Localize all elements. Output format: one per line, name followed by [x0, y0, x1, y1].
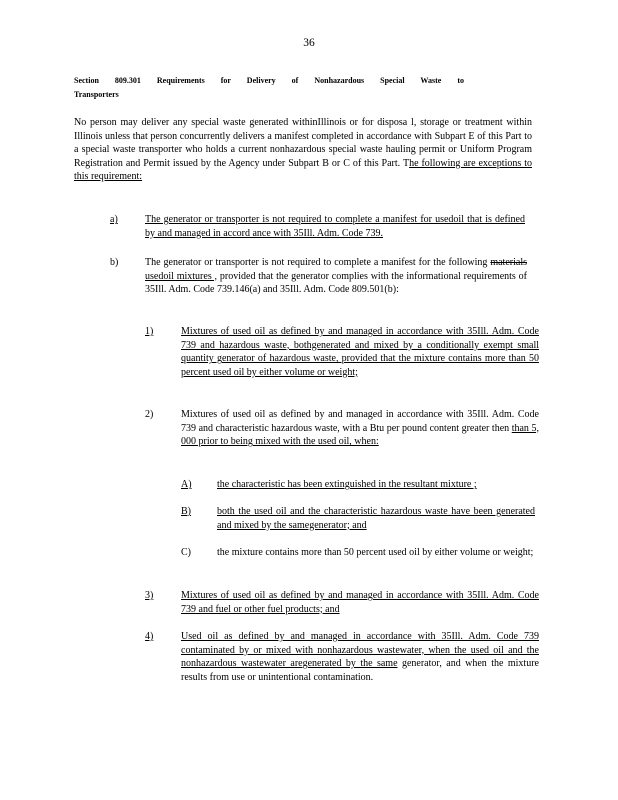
item-b4-text-post: generator, and when the mixture results from use or unintentional contamination. — [181, 658, 539, 683]
section-heading — [74, 74, 494, 102]
item-b-text — [145, 256, 527, 297]
item-b1-label: 1) — [145, 326, 154, 337]
item-bB-label: B) — [181, 506, 191, 517]
item-b4-underlined-text: Used oil as defined by and managed in accordance with 35Ill. Adm. Code 739 contaminated by or mixed with nonhazardous wastewater, when the used oil and the nonhazardous wastewater aregenerated by the same — [181, 631, 539, 670]
item-b3-underlined-text: Mixtures of used oil as defined by and managed in accordance with 35Ill. Adm. Code 739 and fuel or other fuel products; and — [181, 590, 539, 615]
item-b-struck-text: materials — [490, 257, 527, 268]
section-heading-line-1: Section 809.301 Requirements for Delivery of Nonhazardous Special Waste to — [74, 76, 464, 85]
item-bA-text — [217, 478, 535, 492]
item-bB-text — [217, 505, 535, 532]
item-b3-label: 3) — [145, 590, 154, 601]
item-bA-underlined-text: in the resultant mixture ; — [378, 479, 477, 490]
item-b4-text — [181, 630, 539, 684]
item-bA-label: A) — [181, 479, 192, 490]
item-b-underlined-text: usedoil mixtures , — [145, 270, 218, 282]
item-a-label: a) — [110, 214, 118, 225]
item-bC-text: the mixture contains more than 50 percent used oil by either volume or weight; — [217, 547, 534, 558]
item-b1-text — [181, 325, 539, 379]
intro-underlined-text: he following are exceptions to this requirement: — [74, 157, 532, 183]
item-b-text-post: provided that the generator complies with the informational requirements of 35Ill. Adm. Code 739.146(a) and 35Ill. Adm. Code 809.501(b): — [145, 270, 527, 296]
item-bC-label: C) — [181, 547, 191, 558]
item-b1-underlined-text: Mixtures of used oil as defined by and managed in accordance with 35Ill. Adm. Code 739 and hazardous waste, bothgenerated and mixed by a conditionally exempt small quantity generator of hazardous waste, provided that the mixture contains more than 50 percent used oil by either volume or weight; — [181, 326, 539, 378]
item-b-text-pre: The generator or transporter is not required to complete a manifest for the following — [145, 257, 491, 268]
item-b2-label: 2) — [145, 409, 154, 420]
item-b3-text — [181, 589, 539, 616]
item-bB-underlined-text: both the used oil and the characteristic hazardous waste have been generated and mixed by the samegenerator; and — [217, 506, 535, 531]
item-b4-label: 4) — [145, 631, 154, 642]
item-a-underlined-text: The generator or transporter is not required to complete a manifest for usedoil that is defined by and managed in accord ance with 35Ill. Adm. Code 739. — [145, 214, 525, 239]
item-b2-text-pre: Mixtures of used oil as defined by and managed in accordance with 35Ill. Adm. Code 739 and characteristic hazardous waste, with a Btu per pound content greater then — [181, 409, 539, 434]
item-b2-underlined-text: than 5, 000 prior to being mixed with the used oil, when: — [181, 422, 539, 448]
item-b-label: b) — [110, 257, 119, 268]
intro-text: No person may deliver any special waste generated withinIllinois or for disposa l, storage or treatment within Illinois unless that person concurrently delivers a manifest completed in accordance with Subpart E of this Part to a special waste transporter who holds a current nonhazardous special waste hauling permit or Uniform Program Registration and Permit issued by the Agency under Subpart B or C of this Part. T — [74, 117, 532, 169]
intro-paragraph — [74, 116, 532, 184]
page-number: 36 — [303, 37, 315, 49]
section-heading-line-2: Transporters — [74, 90, 119, 99]
item-a-text — [145, 213, 525, 240]
item-b2-text — [181, 408, 539, 449]
item-bA-text-pre: the characteristic has been extinguished — [217, 479, 379, 490]
